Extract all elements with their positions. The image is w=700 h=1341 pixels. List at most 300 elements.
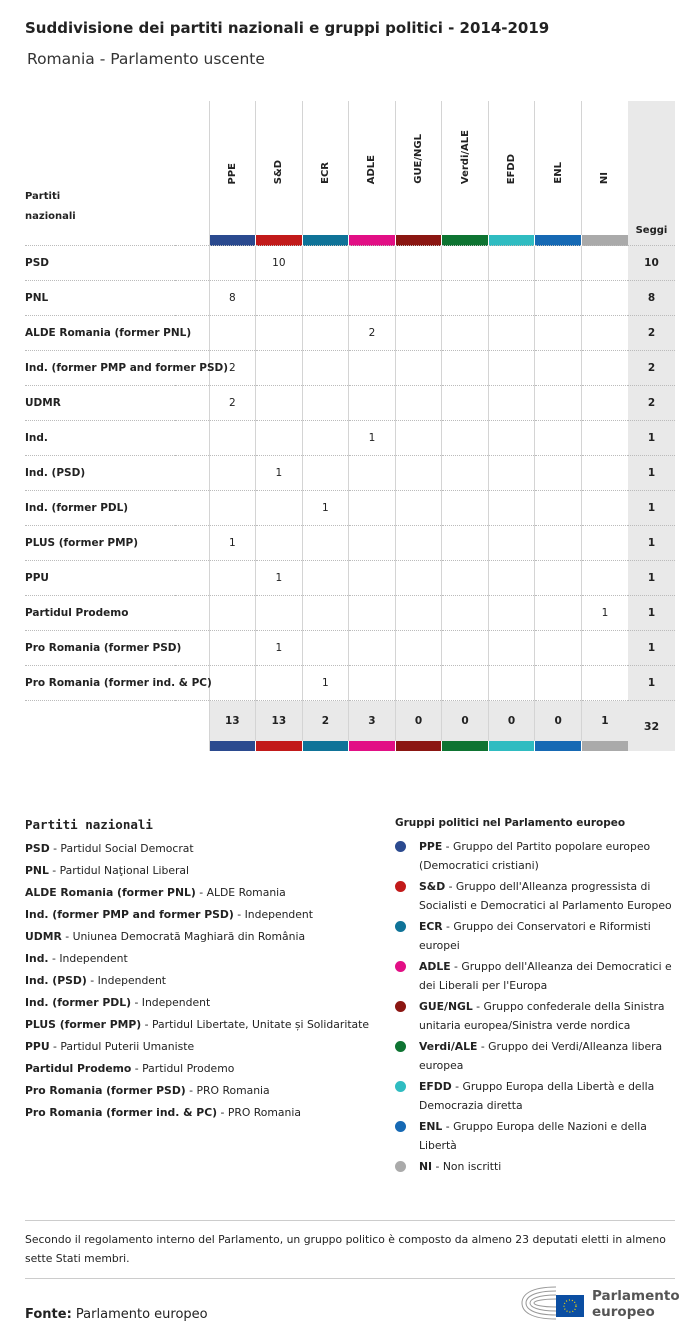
group-total: 0: [395, 701, 442, 742]
legend-abbr: Partidul Prodemo: [25, 1062, 132, 1075]
row-header: [25, 101, 175, 235]
party-name: PLUS (former PMP): [25, 526, 175, 561]
seat-cell: 1: [256, 561, 303, 596]
seat-total: 1: [628, 666, 675, 701]
legend-abbr: ECR: [419, 920, 443, 933]
legend-name: Gruppo Europa della Libertà e della Democrazia diretta: [419, 1080, 655, 1112]
legend-item: ECR - Gruppo dei Conservatori e Riformisti europei: [395, 917, 680, 955]
group-total: 13: [209, 701, 256, 742]
seat-cell: [581, 561, 628, 596]
seat-cell: 1: [581, 596, 628, 631]
group-total: 2: [302, 701, 349, 742]
seat-cell: [395, 421, 442, 456]
seat-cell: [581, 526, 628, 561]
group-color-bar: [302, 741, 349, 751]
footnote: Secondo il regolamento interno del Parlamento, un gruppo politico è composto da almeno 23 deputati eletti in almeno sette Stati membri.: [25, 1220, 675, 1279]
legend-item: S&D - Gruppo dell'Alleanza progressista di Socialisti e Democratici al Parlamento Europeo: [395, 877, 680, 915]
group-header: [581, 101, 628, 235]
group-color-bar: [302, 235, 349, 246]
legend-name: Partidul Social Democrat: [60, 842, 194, 855]
grand-total: 32: [628, 701, 675, 752]
seat-cell: [395, 281, 442, 316]
group-color-bar: [581, 235, 628, 246]
seats-table: [25, 101, 675, 751]
group-header: [209, 101, 256, 235]
legend-abbr: ADLE: [419, 960, 451, 973]
group-color-bar: [209, 741, 256, 751]
group-label: ADLE: [366, 154, 378, 184]
seat-cell: [349, 456, 396, 491]
table-row: [25, 421, 675, 456]
seat-cell: [535, 526, 582, 561]
seat-cell: [302, 456, 349, 491]
seat-total: 2: [628, 316, 675, 351]
seat-cell: [209, 491, 256, 526]
seat-cell: 8: [209, 281, 256, 316]
seat-cell: 1: [256, 456, 303, 491]
table-row: [25, 596, 675, 631]
group-color-bar: [488, 235, 535, 246]
legend-name: Gruppo dei Conservatori e Riformisti europei: [419, 920, 651, 952]
legend-political-groups: [395, 817, 680, 1178]
legend-title: Partiti nazionali: [25, 817, 153, 832]
table-row: [25, 491, 675, 526]
legend-name: Gruppo del Partito popolare europeo (Democratici cristiani): [419, 840, 651, 872]
legend-name: PRO Romania: [196, 1084, 270, 1097]
seat-cell: [535, 351, 582, 386]
seat-total: 8: [628, 281, 675, 316]
seat-cell: [488, 456, 535, 491]
seat-cell: [209, 561, 256, 596]
table-row: [25, 561, 675, 596]
seat-cell: [302, 351, 349, 386]
legend-national-parties: [25, 817, 370, 1119]
group-label: NI: [599, 171, 611, 184]
legend-abbr: EFDD: [419, 1080, 452, 1093]
legend-abbr: Ind.: [25, 952, 49, 965]
legend-item: PPU - Partidul Puterii Umaniste: [25, 1040, 195, 1053]
group-dot-icon: [395, 841, 406, 852]
blank-cell: [175, 526, 209, 561]
seat-cell: [395, 351, 442, 386]
seat-cell: [535, 596, 582, 631]
seat-cell: [256, 421, 303, 456]
seat-cell: 1: [209, 526, 256, 561]
table-row: [25, 631, 675, 666]
source: [25, 1307, 208, 1322]
seat-total: 1: [628, 561, 675, 596]
seat-cell: [442, 246, 489, 281]
seat-cell: [442, 596, 489, 631]
group-color-bar: [581, 741, 628, 751]
legend-item: PNL - Partidul Naţional Liberal: [25, 864, 190, 877]
party-name: Ind. (PSD): [25, 456, 175, 491]
seat-total: 10: [628, 246, 675, 281]
seat-cell: [488, 561, 535, 596]
seat-cell: [256, 351, 303, 386]
table-row: [25, 246, 675, 281]
seat-cell: [581, 351, 628, 386]
seat-cell: [395, 246, 442, 281]
seat-cell: 2: [349, 316, 396, 351]
blank-cell: [175, 246, 209, 281]
blank-cell: [175, 421, 209, 456]
legend-item: Ind. (former PMP and former PSD) - Independent: [25, 908, 313, 921]
seat-cell: [442, 561, 489, 596]
seat-cell: [581, 491, 628, 526]
seat-cell: [442, 281, 489, 316]
legend-abbr: GUE/NGL: [419, 1000, 473, 1013]
seat-cell: [302, 386, 349, 421]
party-name: PPU: [25, 561, 175, 596]
logo-text: [592, 1288, 680, 1320]
group-color-bar: [395, 741, 442, 751]
legend-name: Gruppo dei Verdi/Alleanza libera europea: [419, 1040, 663, 1072]
group-total: 3: [349, 701, 396, 742]
group-dot-icon: [395, 1121, 406, 1132]
seat-cell: [209, 666, 256, 701]
seat-cell: [349, 596, 396, 631]
legend-abbr: PSD: [25, 842, 50, 855]
seat-cell: 1: [256, 631, 303, 666]
seat-cell: [209, 456, 256, 491]
legend-item: PPE - Gruppo del Partito popolare europeo (Democratici cristiani): [395, 837, 680, 875]
party-name: PSD: [25, 246, 175, 281]
legend-item: Pro Romania (former PSD) - PRO Romania: [25, 1084, 270, 1097]
legend-name: PRO Romania: [227, 1106, 302, 1119]
seat-cell: [349, 491, 396, 526]
seat-cell: [256, 386, 303, 421]
legend-name: Partidul Naţional Liberal: [59, 864, 190, 877]
legend-abbr: PPE: [419, 840, 443, 853]
seats-header-label: Seggi: [635, 225, 668, 236]
group-dot-icon: [395, 921, 406, 932]
seat-cell: [488, 246, 535, 281]
group-dot-icon: [395, 961, 406, 972]
seat-cell: [395, 631, 442, 666]
legend-abbr: PNL: [25, 864, 49, 877]
seat-cell: [302, 561, 349, 596]
seat-total: 1: [628, 631, 675, 666]
seat-cell: [349, 666, 396, 701]
legend-name: Gruppo dell'Alleanza progressista di Socialisti e Democratici al Parlamento Europeo: [419, 880, 672, 912]
legend-abbr: ENL: [419, 1120, 443, 1133]
legend-item: Verdi/ALE - Gruppo dei Verdi/Alleanza libera europea: [395, 1037, 680, 1075]
seat-cell: [442, 386, 489, 421]
seat-cell: [442, 631, 489, 666]
blank-cell: [175, 281, 209, 316]
party-name: Pro Romania (former ind. & PC): [25, 666, 175, 701]
legend-abbr: Pro Romania (former PSD): [25, 1084, 186, 1097]
table-row: [25, 456, 675, 491]
seat-cell: [535, 281, 582, 316]
seat-cell: [488, 526, 535, 561]
legend-title: Gruppi politici nel Parlamento europeo: [395, 817, 626, 829]
legend-item: ALDE Romania (former PNL) - ALDE Romania: [25, 886, 286, 899]
blank-cell: [175, 596, 209, 631]
seat-cell: [349, 526, 396, 561]
blank-cell: [175, 101, 209, 246]
seat-cell: [302, 526, 349, 561]
group-label: GUE/NGL: [412, 134, 424, 184]
seat-cell: [302, 631, 349, 666]
party-name: Ind. (former PMP and former PSD): [25, 351, 175, 386]
seat-cell: [442, 316, 489, 351]
group-label: PPE: [226, 162, 238, 184]
blank-cell: [25, 701, 175, 742]
seat-cell: [581, 246, 628, 281]
seat-cell: [302, 281, 349, 316]
logo-line2: europeo: [592, 1304, 655, 1320]
party-name: Pro Romania (former PSD): [25, 631, 175, 666]
seat-cell: [395, 526, 442, 561]
seat-cell: [256, 491, 303, 526]
blank-cell: [175, 386, 209, 421]
seat-cell: [581, 456, 628, 491]
table-row: [25, 281, 675, 316]
group-dot-icon: [395, 1001, 406, 1012]
seat-cell: [209, 631, 256, 666]
seat-cell: [442, 491, 489, 526]
legend-abbr: UDMR: [25, 930, 62, 943]
seats-header: [628, 101, 675, 246]
seat-cell: [488, 421, 535, 456]
header-row: [25, 101, 675, 235]
seat-cell: [302, 421, 349, 456]
legend-item: ENL - Gruppo Europa delle Nazioni e della Libertà: [395, 1117, 680, 1155]
legend-name: Gruppo confederale della Sinistra unitaria europea/Sinistra verde nordica: [419, 1000, 665, 1032]
seat-cell: [581, 316, 628, 351]
seat-cell: [488, 281, 535, 316]
page-title: Suddivisione dei partiti nazionali e gruppi politici - 2014-2019: [25, 19, 550, 37]
seat-cell: 2: [209, 386, 256, 421]
blank-cell: [25, 235, 175, 246]
legend-item: Ind. - Independent: [25, 952, 128, 965]
seat-cell: [581, 421, 628, 456]
seat-cell: [535, 666, 582, 701]
seat-cell: [349, 631, 396, 666]
blank-cell: [175, 456, 209, 491]
legend-abbr: ALDE Romania (former PNL): [25, 886, 196, 899]
legend-name: Partidul Puterii Umaniste: [60, 1040, 195, 1053]
legend-item: GUE/NGL - Gruppo confederale della Sinistra unitaria europea/Sinistra verde nordica: [395, 997, 680, 1035]
party-name: UDMR: [25, 386, 175, 421]
seat-cell: [488, 491, 535, 526]
group-header: [535, 101, 582, 235]
seat-cell: [302, 596, 349, 631]
group-header: [395, 101, 442, 235]
seat-cell: [256, 666, 303, 701]
table-row: [25, 351, 675, 386]
legend-abbr: NI: [419, 1160, 433, 1173]
seat-cell: [256, 281, 303, 316]
legend-item: Ind. (former PDL) - Independent: [25, 996, 211, 1009]
seat-total: 2: [628, 351, 675, 386]
seat-cell: [442, 456, 489, 491]
seat-cell: [256, 316, 303, 351]
legend-abbr: S&D: [419, 880, 446, 893]
legend-name: Partidul Prodemo: [142, 1062, 235, 1075]
seat-cell: [349, 561, 396, 596]
seat-cell: [442, 351, 489, 386]
seat-cell: [209, 316, 256, 351]
seat-cell: [395, 596, 442, 631]
legend-abbr: PPU: [25, 1040, 50, 1053]
legend-abbr: PLUS (former PMP): [25, 1018, 142, 1031]
seat-cell: [395, 386, 442, 421]
legend-item: PSD - Partidul Social Democrat: [25, 842, 194, 855]
seat-cell: [442, 526, 489, 561]
row-header-label: Partiti nazionali: [25, 191, 76, 222]
group-color-bar: [349, 741, 396, 751]
legend-abbr: Ind. (former PDL): [25, 996, 132, 1009]
seat-cell: [488, 386, 535, 421]
seat-cell: [302, 316, 349, 351]
group-total: 0: [488, 701, 535, 742]
legend-abbr: Ind. (former PMP and former PSD): [25, 908, 234, 921]
seat-cell: [256, 526, 303, 561]
seat-cell: [488, 351, 535, 386]
seat-cell: [256, 596, 303, 631]
table-row: [25, 316, 675, 351]
seat-cell: [488, 316, 535, 351]
group-total: 0: [442, 701, 489, 742]
group-color-bar: [209, 235, 256, 246]
group-header: [349, 101, 396, 235]
seat-cell: [488, 596, 535, 631]
seat-cell: [535, 246, 582, 281]
group-dot-icon: [395, 1081, 406, 1092]
seat-cell: [395, 316, 442, 351]
group-total: 13: [256, 701, 303, 742]
group-label: ECR: [319, 162, 331, 184]
party-name: Partidul Prodemo: [25, 596, 175, 631]
seat-cell: [302, 246, 349, 281]
seat-cell: [209, 596, 256, 631]
seat-total: 1: [628, 491, 675, 526]
seat-cell: 10: [256, 246, 303, 281]
seat-cell: 1: [302, 491, 349, 526]
table-row: [25, 526, 675, 561]
group-color-bar: [442, 235, 489, 246]
group-color-bar: [535, 741, 582, 751]
seat-cell: [395, 561, 442, 596]
legend-name: Partidul Libertate, Unitate și Solidaritate: [152, 1018, 370, 1031]
seat-cell: [349, 281, 396, 316]
group-dot-icon: [395, 1041, 406, 1052]
legend-item: UDMR - Uniunea Democrată Maghiară din România: [25, 930, 306, 943]
group-dot-icon: [395, 1161, 406, 1172]
legend-abbr: Verdi/ALE: [419, 1040, 478, 1053]
seat-cell: [581, 281, 628, 316]
party-name: Ind. (former PDL): [25, 491, 175, 526]
legend-name: ALDE Romania: [206, 886, 286, 899]
seat-cell: [442, 666, 489, 701]
seat-cell: 2: [209, 351, 256, 386]
seat-cell: [535, 631, 582, 666]
seat-cell: 1: [349, 421, 396, 456]
seat-cell: [535, 491, 582, 526]
group-header: [256, 101, 303, 235]
seat-total: 1: [628, 456, 675, 491]
seat-total: 2: [628, 386, 675, 421]
seat-total: 1: [628, 526, 675, 561]
legend-item: NI - Non iscritti: [395, 1157, 680, 1176]
group-color-bar: [395, 235, 442, 246]
group-color-bar: [535, 235, 582, 246]
legend-abbr: Pro Romania (former ind. & PC): [25, 1106, 218, 1119]
seat-cell: [349, 246, 396, 281]
blank-cell: [175, 701, 209, 752]
blank-cell: [175, 491, 209, 526]
blank-cell: [175, 561, 209, 596]
seat-cell: [395, 491, 442, 526]
seat-cell: [349, 351, 396, 386]
seat-total: 1: [628, 421, 675, 456]
seat-total: 1: [628, 596, 675, 631]
seat-cell: 1: [302, 666, 349, 701]
legend-name: Independent: [59, 952, 128, 965]
legend-item: EFDD - Gruppo Europa della Libertà e della Democrazia diretta: [395, 1077, 680, 1115]
legend-item: Pro Romania (former ind. & PC) - PRO Romania: [25, 1106, 302, 1119]
group-dot-icon: [395, 881, 406, 892]
legend-name: Gruppo Europa delle Nazioni e della Libertà: [419, 1120, 647, 1152]
seat-cell: [442, 421, 489, 456]
seat-cell: [535, 386, 582, 421]
legend-name: Independent: [141, 996, 211, 1009]
seat-cell: [535, 561, 582, 596]
color-bar-row: [25, 741, 675, 751]
legend-item: PLUS (former PMP) - Partidul Libertate, Unitate și Solidaritate: [25, 1018, 370, 1031]
source-value: Parlamento europeo: [75, 1307, 208, 1322]
seat-cell: [488, 666, 535, 701]
group-color-bar: [256, 235, 303, 246]
legend-item: ADLE - Gruppo dell'Alleanza dei Democratici e dei Liberali per l'Europa: [395, 957, 680, 995]
seat-cell: [581, 631, 628, 666]
group-label: S&D: [273, 159, 285, 184]
group-label: Verdi/ALE: [459, 129, 471, 184]
seat-cell: [395, 666, 442, 701]
group-total: 0: [535, 701, 582, 742]
group-label: ENL: [552, 162, 564, 184]
legend-item: Ind. (PSD) - Independent: [25, 974, 167, 987]
blank-cell: [25, 741, 175, 751]
seat-cell: [209, 246, 256, 281]
seat-cell: [349, 386, 396, 421]
group-label: EFDD: [506, 153, 518, 184]
legend-abbr: Ind. (PSD): [25, 974, 87, 987]
totals-row: [25, 701, 675, 742]
seat-cell: [535, 316, 582, 351]
table-row: [25, 666, 675, 701]
legend-name: Independent: [97, 974, 167, 987]
group-color-bar: [256, 741, 303, 751]
group-color-bar: [442, 741, 489, 751]
seat-cell: [535, 421, 582, 456]
seat-cell: [395, 456, 442, 491]
legend-name: Independent: [244, 908, 313, 921]
group-header: [302, 101, 349, 235]
logo-line1: Parlamento: [592, 1288, 680, 1304]
legend-name: Gruppo dell'Alleanza dei Democratici e dei Liberali per l'Europa: [419, 960, 672, 992]
table-row: [25, 386, 675, 421]
seat-cell: [535, 456, 582, 491]
legend-name: Non iscritti: [442, 1160, 502, 1173]
color-bar-row: [25, 235, 675, 246]
european-parliament-logo-icon: [520, 1283, 590, 1323]
group-header: [488, 101, 535, 235]
group-header: [442, 101, 489, 235]
